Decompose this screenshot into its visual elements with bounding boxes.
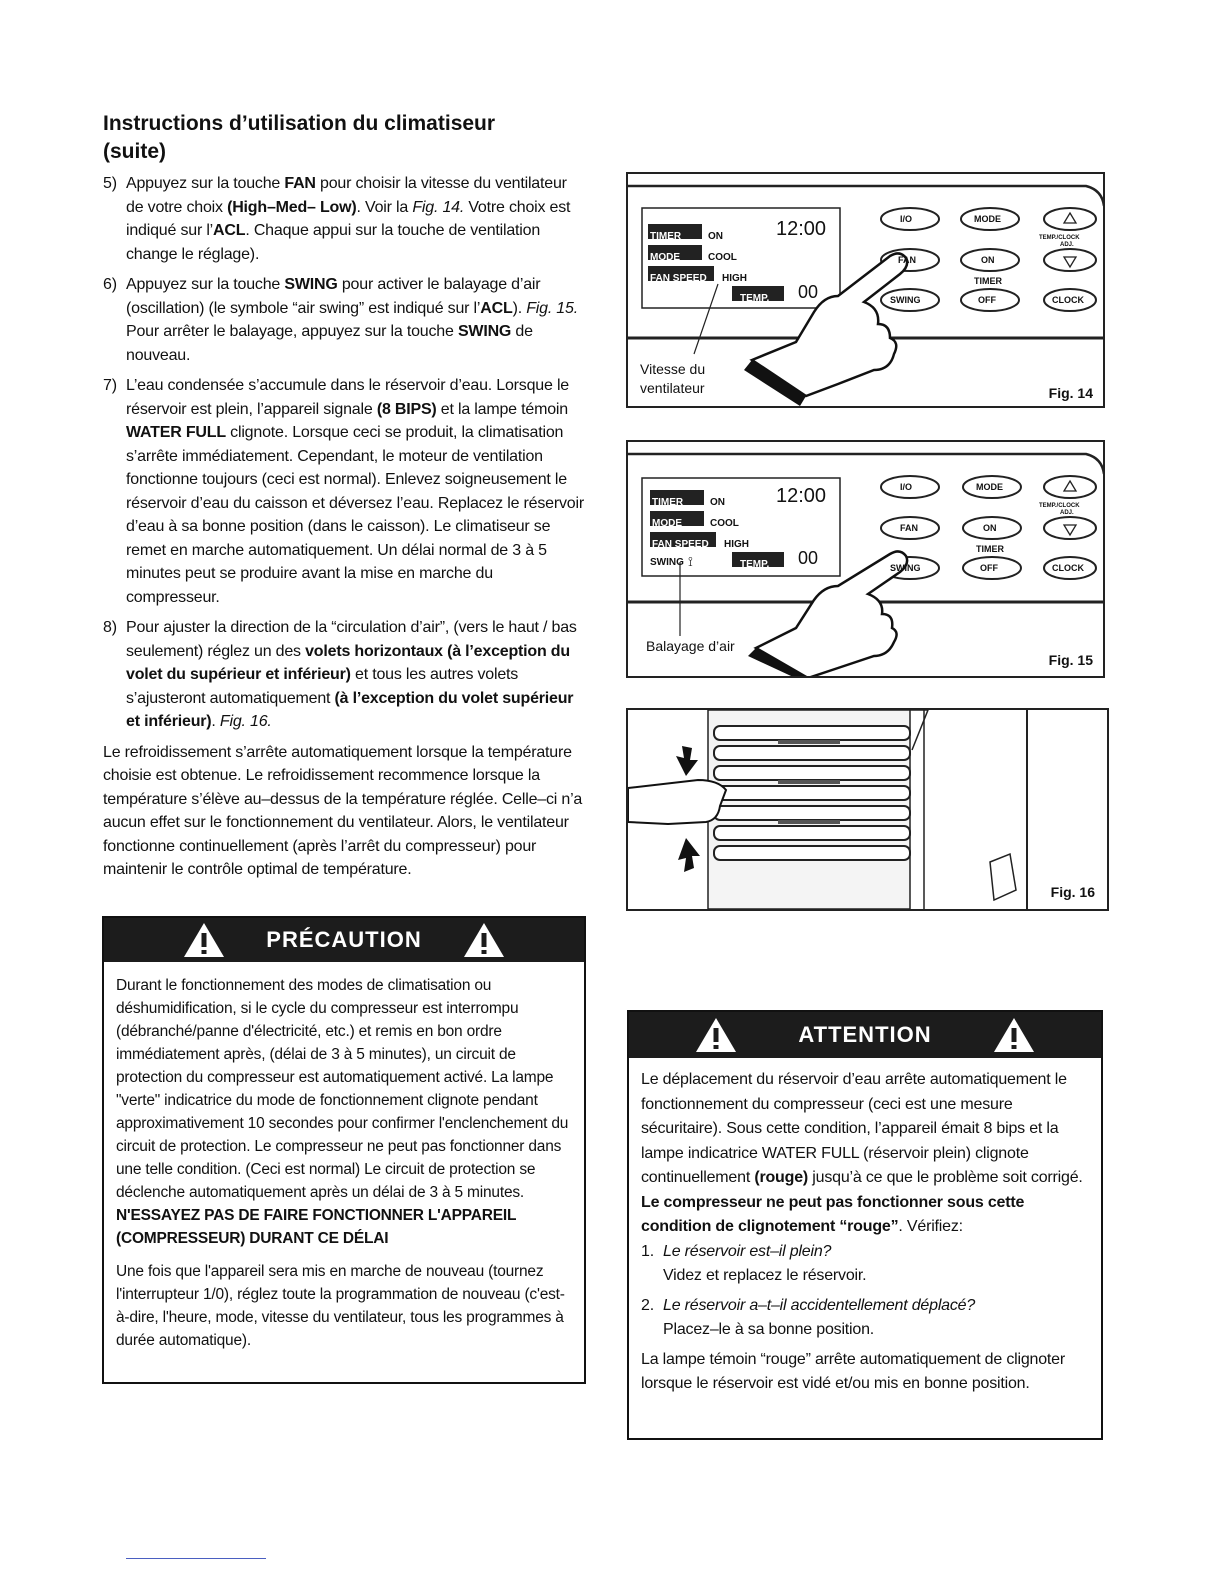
panel-timer-tag: TIMER [652,497,684,508]
off-button: OFF [978,295,996,305]
check-number: 1. [641,1242,654,1260]
check-answer: Placez–le à sa bonne position. [663,1321,875,1338]
clock-button: CLOCK [1052,563,1084,573]
timer-label: TIMER [974,276,1002,286]
warning-icon [694,1016,738,1054]
warning-icon [992,1016,1036,1054]
precaution-body [104,962,584,1352]
step-8 [103,616,588,734]
fig-16-label: Fig. 16 [1050,884,1095,900]
step-bold: volets horizontaux (à l’exception du volet du supérieur et inférieur) [126,642,570,683]
panel-temp-tag: TEMP. [740,293,770,304]
panel-mode-tag: MODE [652,518,682,529]
panel-timer-tag: TIMER [650,231,682,242]
step-text: L’eau condensée s’accumule dans le réservoir d’eau. Lorsque le réservoir est plein, l’appareil signale [126,377,569,418]
panel-swing-text: SWING [650,557,684,568]
step-text: . [211,713,220,730]
precaution-text: Durant le fonctionnement des modes de climatisation ou déshumidification, si le cycle du compresseur est interrompu (débranché/panne d'électricité, etc.) et remis en bon ordre immédiatement après, (délai de 3 à 5 minutes), un circuit de protection du compresseur est automatiquement activé. La lampe "verte" indicatrice du mode de fonctionnement clignote pendant approximativement 10 secondes pour confirmer l'enclenchement du circuit de protection. Le compresseur ne peut pas fonctionner dans une telle condition. (Ceci est normal) Le circuit de protection se déclenche automatiquement après un délai de 3 à 5 minutes. [116,977,569,1201]
attention-text-part: Le déplacement du réservoir d’eau arrête automatiquement le fonctionnement du compresseur (ceci est une mesure sécuritaire). Sous cette condition, l’appareil émait 8 bips et la lampe indicatrice WATER FULL (réservoir plein) clignote continuellement [641,1071,1067,1186]
step-text: pour activer le balayage d’air (oscillation) (le symbole “air swing” est indiqué sur l’ [126,276,541,317]
step-bold: (8 BIPS) [376,400,437,418]
attention-box [627,1010,1103,1440]
mode-button: MODE [974,214,1001,224]
step-5 [103,172,588,266]
step-text: Votre choix est indiqué sur l’ [126,198,571,239]
fig-15-label: Fig. 15 [1048,652,1093,668]
step-7 [103,374,588,609]
adj-label: ADJ. [1060,242,1074,248]
check-item-1 [641,1240,1093,1289]
check-number: 2. [641,1296,654,1314]
step-text: Appuyez sur la touche [126,175,285,192]
step-bold: SWING [284,276,338,293]
fig-ref: Fig. 16. [219,713,272,730]
step-text: . Chaque appui sur la touche de ventilation change le réglage). [126,222,541,263]
attention-text-part: jusqu’à ce que le problème soit corrigé. [808,1169,1083,1186]
panel-mode-tag: MODE [650,252,680,263]
mode-button: MODE [976,482,1003,492]
attention-header [629,1012,1101,1058]
panel-on-text: ON [710,497,725,508]
fig-14-label: Fig. 14 [1048,385,1093,401]
off-button: OFF [980,563,998,573]
step-number: 8) [103,619,117,636]
precaution-box [102,916,586,1384]
step-text: Pour ajuster la direction de la “circulation d’air”, (vers le haut / bas seulement) réglez un des [126,619,577,660]
fig-ref: Fig. 15. [526,299,578,317]
swing-button: SWING [890,295,921,305]
panel-high-text: HIGH [722,273,747,284]
io-button: I/O [900,214,913,224]
panel-cool-text: COOL [710,518,739,529]
step-bold: WATER FULL [126,424,226,441]
page-title [103,110,563,166]
step-bold: (à l’exception du volet supérieur et inférieur) [126,689,574,730]
panel-clock-time: 12:00 [776,218,827,240]
precaution-heading: PRÉCAUTION [266,927,422,952]
title-line-2: (suite) [103,140,166,163]
tempclock-label: TEMP./CLOCK [1039,235,1080,241]
step-bold: SWING [457,323,512,340]
step-text: de nouveau. [126,323,533,364]
panel-temp-value: 00 [798,282,819,302]
panel-temp-tag: TEMP. [740,559,770,570]
step-bold: ACL [480,299,513,317]
step-number: 5) [103,175,117,192]
step-text: Appuyez sur la touche [126,276,285,293]
attention-body [629,1058,1101,1397]
swing-button: SWING [890,563,921,573]
step-text: . Voir la [356,198,413,216]
attention-bold: (rouge) [754,1169,809,1186]
warning-icon [462,921,506,959]
step-text: et tous les autres volets s’ajusteront automatiquement [126,666,519,707]
attention-heading: ATTENTION [798,1022,932,1047]
step-number: 7) [103,377,117,394]
precaution-text-2: Une fois que l'appareil sera mis en marche de nouveau (tournez l'interrupteur 1/0), réglez toute la programmation de nouveau (c'est-à-dire, l'heure, mode, vitesse du ventilateur, tous les programmes à durée automatique). [116,1263,565,1349]
figure-14 [626,172,1105,408]
clock-button: CLOCK [1052,295,1084,305]
panel-fanspeed-tag: FAN SPEED [650,273,707,284]
callout-line: Vitesse du [640,361,706,377]
step-6 [103,273,588,367]
air-swing-callout: Balayage d’air [646,638,735,654]
figure-15 [626,440,1105,678]
panel-cool-text: COOL [708,252,737,263]
attention-text-2: La lampe témoin “rouge” arrête automatiquement de clignoter lorsque le réservoir est vidé et/ou mis en bonne position. [641,1350,1065,1392]
panel-fanspeed-tag: FAN SPEED [652,539,709,550]
precaution-header [104,918,584,962]
cooling-paragraph: Le refroidissement s’arrête automatiquement lorsque la température choisie est obtenue. Le refroidissement recommence lorsque la température s’élève au–dessus de la température réglée. Celle–ci n’a aucun effet sur le fonctionnement du ventilateur. Alors, le ventilateur fonctionne continuellement (après l’arrêt du compresseur) pour maintenir le contrôle optimal de température. [103,743,583,878]
fig-ref: Fig. 14. [412,198,465,216]
panel-temp-value: 00 [798,548,819,568]
step-number: 6) [103,276,117,293]
step-text: ). [512,299,527,317]
title-line-1: Instructions d’utilisation du climatiseur [103,112,496,135]
figure-16 [626,708,1109,911]
panel-high-text: HIGH [724,539,749,550]
warning-icon [182,921,226,959]
panel-on-text: ON [708,231,723,242]
tempclock-label: TEMP./CLOCK [1039,503,1080,509]
attention-bold: Le compresseur ne peut pas fonctionner sous cette condition de clignotement “rouge” [641,1193,1025,1235]
check-question: Le réservoir a–t–il accidentellement déplacé? [663,1296,976,1314]
step-text: clignote. Lorsque ceci se produit, la climatisation s’arrête immédiatement. Cependant, le moteur de ventilation fonctionne toujours (ceci est normal). Enlevez soigneusement le réservoir d’eau du caisson et déversez l’eau. Replacez le réservoir d’eau à sa bonne position (dans le caisson). Le climatiseur se remet en marche automatiquement. Un délai normal de 3 à 5 minutes peut se produire avant la mise en marche du compresseur. [126,424,584,606]
check-item-2 [641,1294,1093,1343]
steps-list [103,172,588,882]
step-text: Pour arrêter le balayage, appuyez sur la touche [126,323,458,340]
on-button: ON [983,523,997,533]
step-text: et la lampe témoin [436,400,568,418]
timer-label: TIMER [976,544,1004,554]
adj-label: ADJ. [1060,510,1074,516]
panel-clock-time: 12:00 [776,485,827,507]
io-button: I/O [900,482,913,492]
step-bold: (High–Med– Low) [227,198,357,216]
louvers-illustration [628,710,1028,909]
fan-button: FAN [898,255,916,265]
attention-text [641,1068,1093,1240]
step-bold: ACL [213,222,246,239]
callout-line: ventilateur [640,380,705,396]
fig-16-divider [1026,710,1028,909]
footer-rule [126,1558,266,1559]
step-bold: FAN [284,175,316,192]
check-question: Le réservoir est–il plein? [663,1242,832,1260]
step-text: pour choisir la vitesse du ventilateur de votre choix [126,175,567,216]
check-answer: Videz et replacez le réservoir. [663,1267,867,1284]
precaution-warning: N'ESSAYEZ PAS DE FAIRE FONCTIONNER L'APPAREIL (COMPRESSEUR) DURANT CE DÉLAI [116,1207,516,1247]
fan-speed-callout [640,360,705,398]
attention-text-part: . Vérifiez: [898,1218,963,1235]
on-button: ON [981,255,995,265]
air-swing-icon: ⟟ [688,554,693,569]
fan-button: FAN [900,523,918,533]
